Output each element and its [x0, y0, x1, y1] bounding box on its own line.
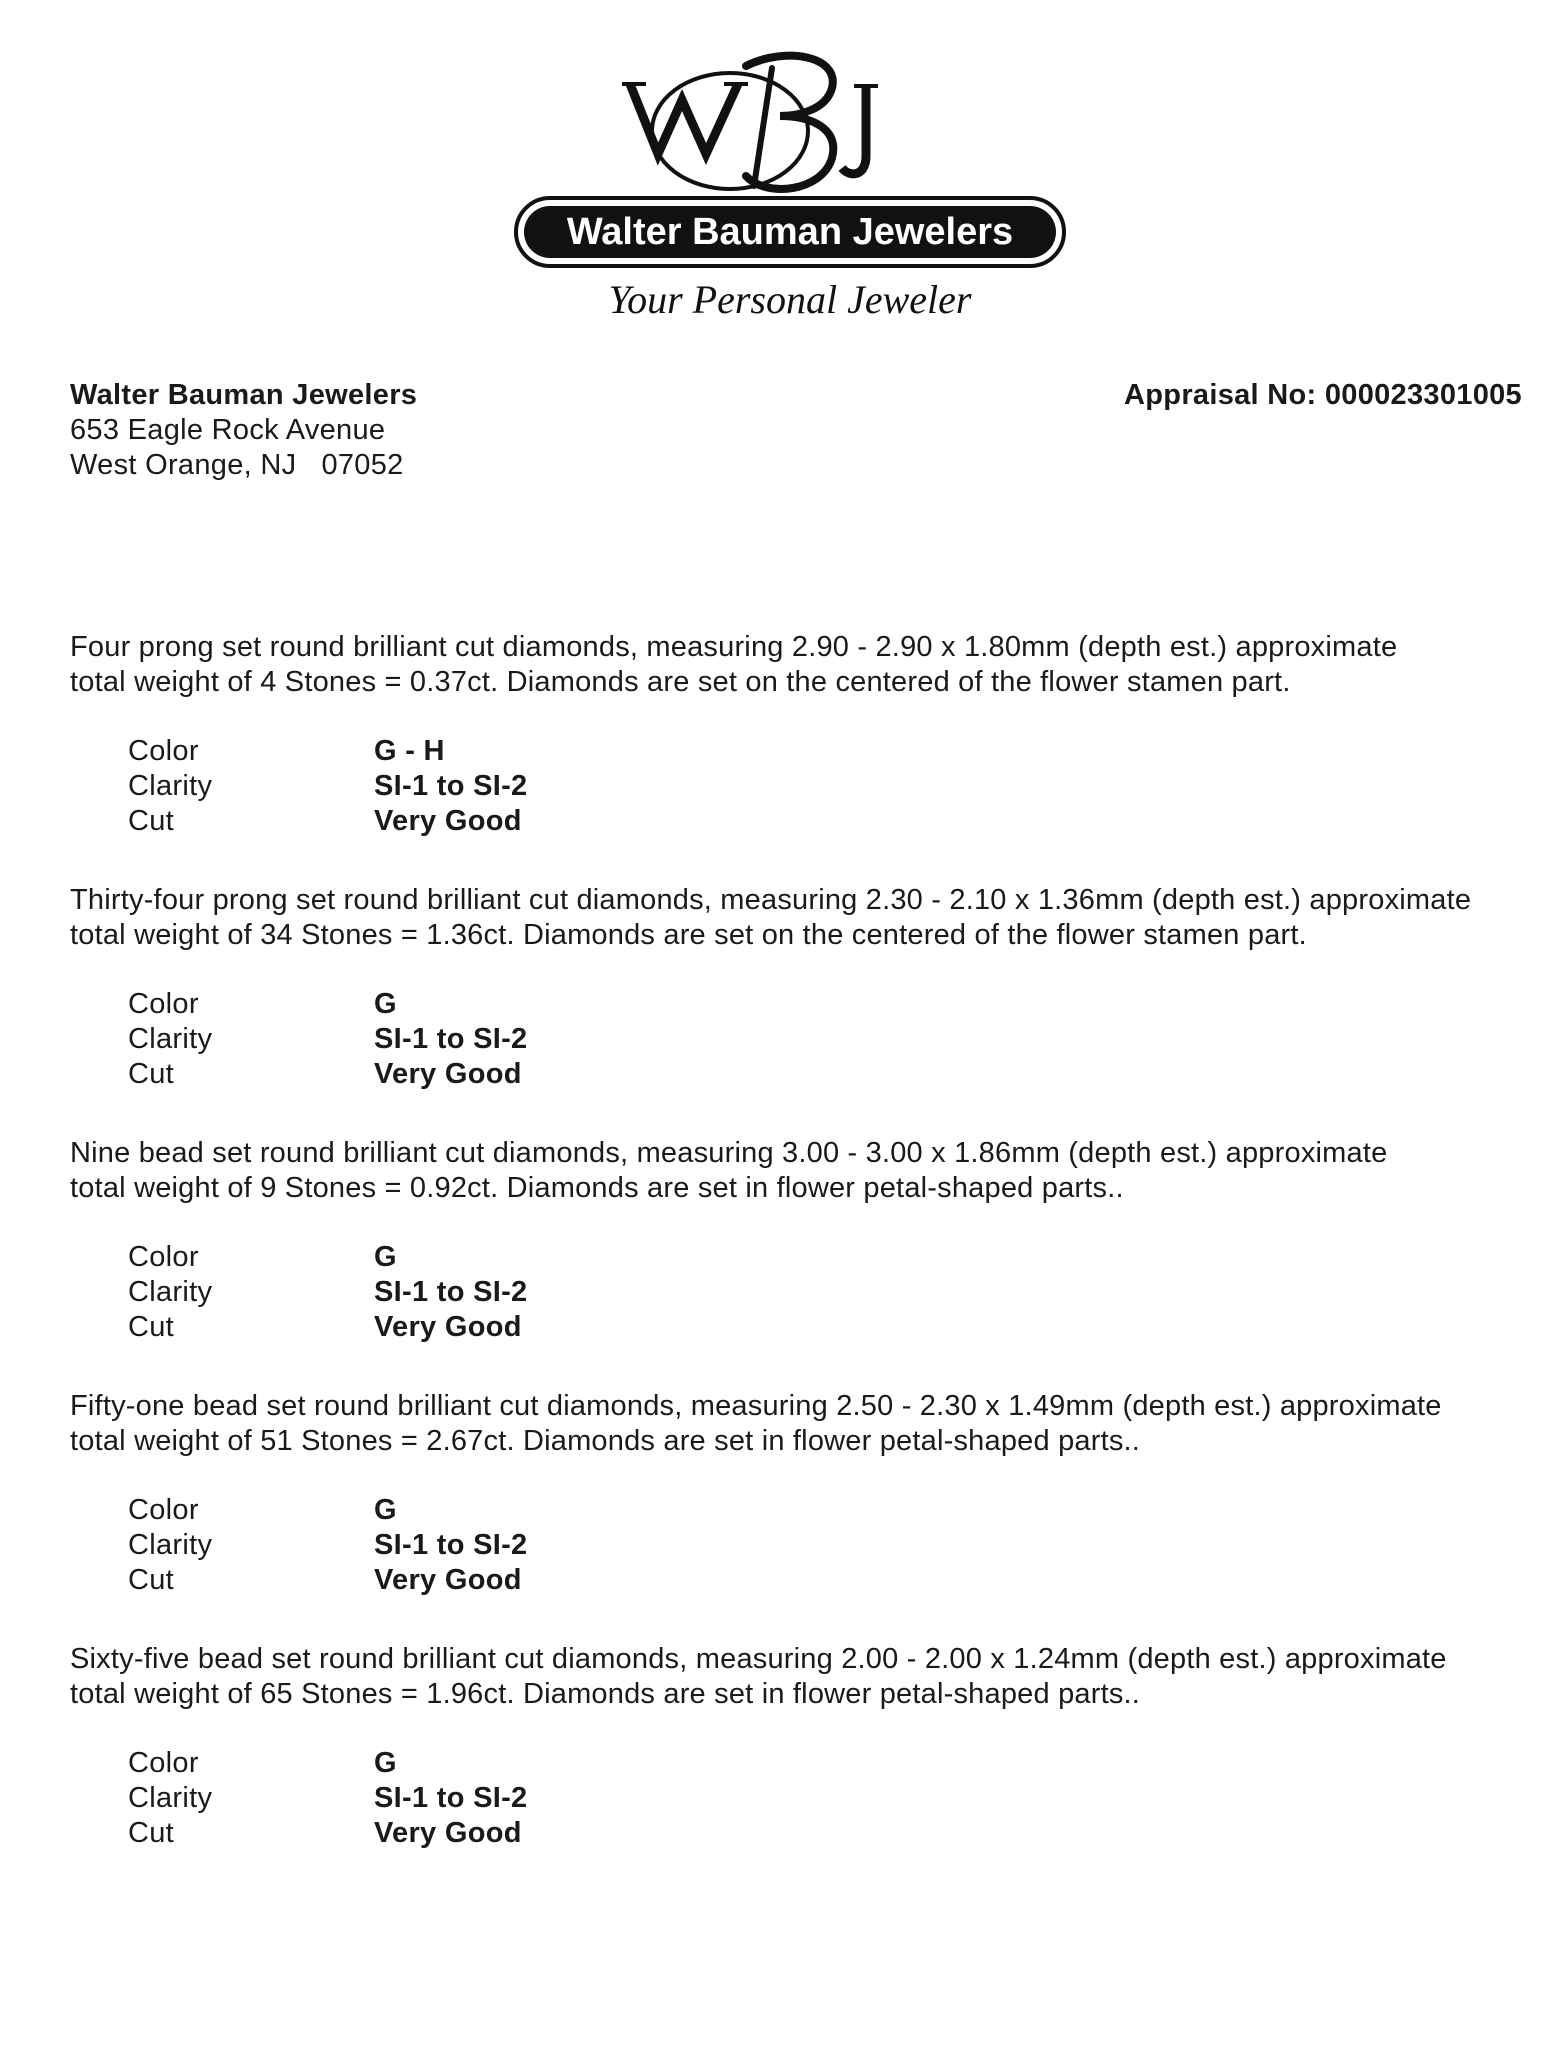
appraisal-value: 000023301005 [1324, 379, 1522, 411]
cut-value: Very Good [374, 1058, 522, 1090]
color-value: G [374, 1241, 397, 1273]
grade-table [128, 734, 1530, 839]
color-value: G [374, 1747, 397, 1779]
grade-table [128, 1240, 1530, 1345]
diamond-item [70, 1136, 1530, 1345]
clarity-value: SI-1 to SI-2 [374, 770, 528, 802]
diamond-item [70, 1389, 1530, 1598]
appraisal-label: Appraisal No: [1124, 379, 1317, 411]
grade-table [128, 1493, 1530, 1598]
clarity-label: Clarity [128, 1023, 213, 1055]
sender-address-line1: 653 Eagle Rock Avenue [70, 414, 386, 446]
color-value: G - H [374, 735, 445, 767]
clarity-value: SI-1 to SI-2 [374, 1782, 528, 1814]
clarity-label: Clarity [128, 770, 213, 802]
cut-value: Very Good [374, 805, 522, 837]
cut-value: Very Good [374, 1564, 522, 1596]
diamond-item [70, 630, 1530, 839]
clarity-label: Clarity [128, 1529, 213, 1561]
cut-label: Cut [128, 1817, 175, 1849]
item-description: Thirty-four prong set round brilliant cut diamonds, measuring 2.30 - 2.10 x 1.36mm (depth est.) approximate total weight of 34 Stones = 1.36ct. Diamonds are set on the centered of the flower stamen part. [70, 884, 1472, 951]
grade-table [128, 987, 1530, 1092]
sender-address-line2: West Orange, NJ 07052 [70, 449, 404, 481]
clarity-label: Clarity [128, 1276, 213, 1308]
color-label: Color [128, 735, 199, 767]
color-label: Color [128, 1494, 199, 1526]
company-logo [510, 36, 1070, 336]
sender-name: Walter Bauman Jewelers [70, 379, 418, 411]
diamond-item [70, 1642, 1530, 1851]
color-value: G [374, 1494, 397, 1526]
item-description: Four prong set round brilliant cut diamonds, measuring 2.90 - 2.90 x 1.80mm (depth est.) approximate total weight of 4 Stones = 0.37ct. Diamonds are set on the centered of the flower stamen part. [70, 631, 1398, 698]
item-description: Fifty-one bead set round brilliant cut diamonds, measuring 2.50 - 2.30 x 1.49mm (depth est.) approximate total weight of 51 Stones = 2.67ct. Diamonds are set in flower petal-shaped parts.. [70, 1390, 1442, 1457]
cut-value: Very Good [374, 1311, 522, 1343]
color-label: Color [128, 988, 199, 1020]
clarity-value: SI-1 to SI-2 [374, 1023, 528, 1055]
cut-label: Cut [128, 1058, 175, 1090]
company-name-banner [516, 198, 1064, 266]
clarity-label: Clarity [128, 1782, 213, 1814]
wbj-monogram [622, 56, 878, 189]
color-value: G [374, 988, 397, 1020]
clarity-value: SI-1 to SI-2 [374, 1529, 528, 1561]
color-label: Color [128, 1747, 199, 1779]
color-label: Color [128, 1241, 199, 1273]
sender-address [70, 378, 417, 483]
grade-table [128, 1746, 1530, 1851]
item-description: Nine bead set round brilliant cut diamonds, measuring 3.00 - 3.00 x 1.86mm (depth est.) approximate total weight of 9 Stones = 0.92ct. Diamonds are set in flower petal-shaped parts.. [70, 1137, 1388, 1204]
item-description: Sixty-five bead set round brilliant cut diamonds, measuring 2.00 - 2.00 x 1.24mm (depth est.) approximate total weight of 65 Stones = 1.96ct. Diamonds are set in flower petal-shaped parts.. [70, 1643, 1447, 1710]
brand-name: Walter Bauman Jewelers [566, 211, 1014, 253]
brand-tagline: Your Personal Jeweler [608, 277, 972, 322]
cut-value: Very Good [374, 1817, 522, 1849]
appraisal-number [1124, 378, 1522, 413]
cut-label: Cut [128, 1311, 175, 1343]
cut-label: Cut [128, 805, 175, 837]
clarity-value: SI-1 to SI-2 [374, 1276, 528, 1308]
cut-label: Cut [128, 1564, 175, 1596]
diamond-items [70, 630, 1530, 1895]
diamond-item [70, 883, 1530, 1092]
